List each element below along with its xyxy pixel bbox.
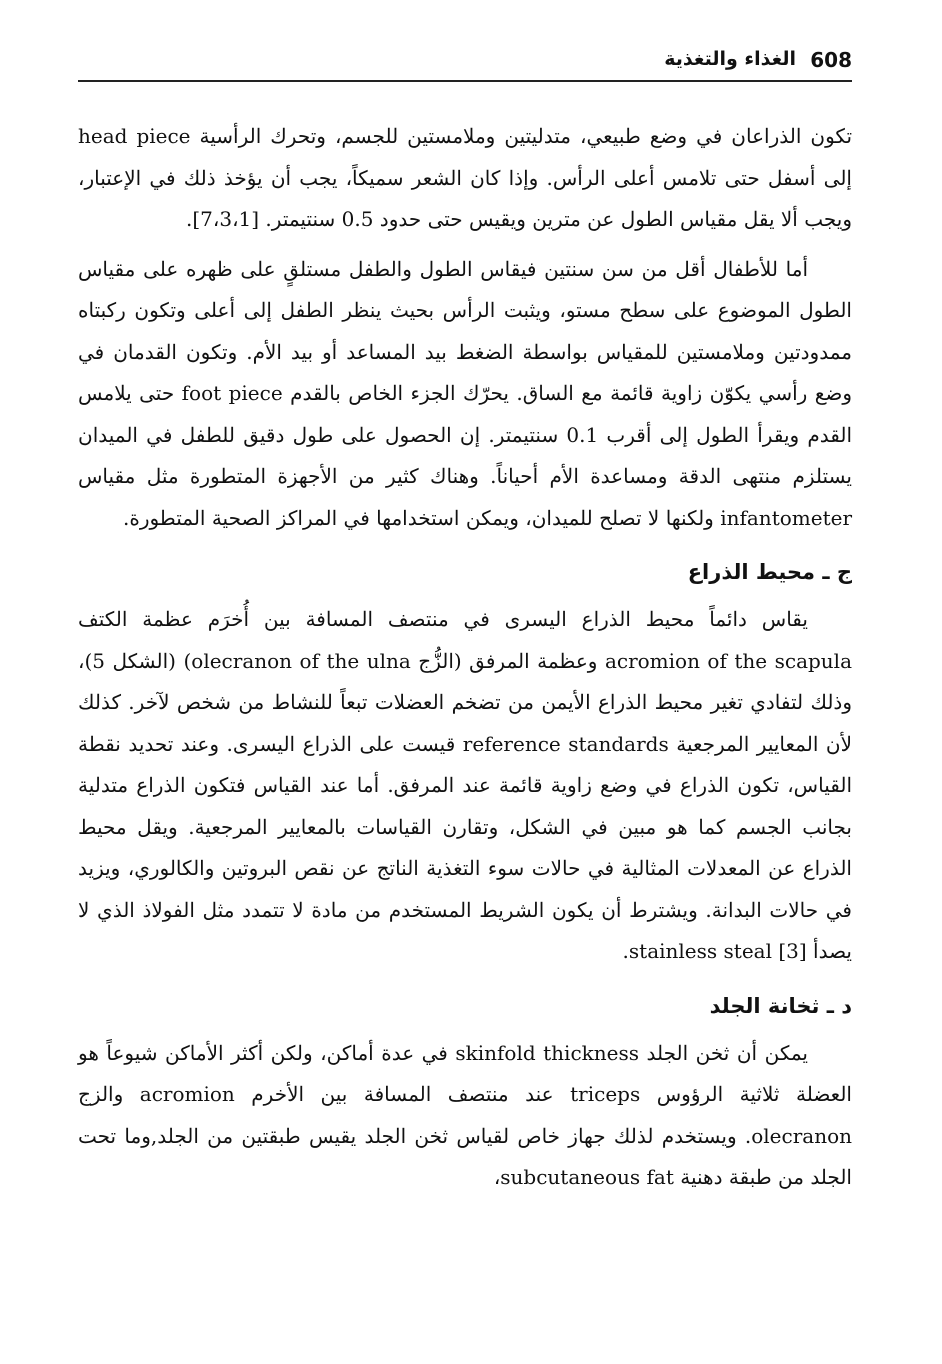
header-rule xyxy=(78,80,852,82)
document-body xyxy=(78,116,852,1199)
running-header xyxy=(78,40,852,80)
running-title: الغذاء والتغذية xyxy=(664,48,796,70)
page-number: 608 xyxy=(810,48,852,72)
paragraph-position: تكون الذراعان في وضع طبيعي، متدليتين وملامستين للجسم، وتحرك الرأسية head piece إلى أسفل حتى تلامس أعلى الرأس. وإذا كان الشعر سميكاً، يجب أن يؤخذ ذلك في الإعتبار، ويجب ألا يقل مقياس الطول عن مترين ويقيس حتى حدود 0.5 سنتيمتر. [7،3،1]. xyxy=(78,124,853,231)
document-page xyxy=(78,40,852,1340)
paragraph-infant-length: أما للأطفال أقل من سن سنتين فيقاس الطول والطفل مستلقٍ على ظهره على مقياس الطول الموضوع على سطح مستو، ويثبت الرأس بحيث ينظر الطفل إلى أعلى وتكون ركبتاه ممدودتين وملامستين للمقياس بواسطة الضغط بيد المساعد أو بيد الأم. وتكون القدمان في وضع رأسي يكوّن زاوية قائمة مع الساق. يحرّك الجزء الخاص بالقدم foot piece حتى يلامس القدم ويقرأ الطول إلى أقرب 0.1 سنتيمتر. إن الحصول على طول دقيق للطفل في الميدان يستلزم منتهى الدقة ومساعدة الأم أحياناً. وهناك كثير من الأجهزة المتطورة مثل مقياس infantometer ولكنها لا تصلح للميدان، ويمكن استخدامها في المراكز الصحية المتطورة. xyxy=(78,256,853,530)
paragraph-skinfold: يمكن أن ثخن الجلد skinfold thickness في عدة أماكن، ولكن أكثر الأماكن شيوعاً هو العضلة ثلاثية الرؤوس triceps عند منتصف المسافة بين الأخرم acromion والزج olecranon. ويستخدم لذلك جهاز خاص لقياس ثخن الجلد يقيس طبقتين من الجلد,وما تحت الجلد من طبقة دهنية subcutaneous fat، xyxy=(78,1040,852,1189)
section-heading-skinfold: د ـ ثخانة الجلد xyxy=(709,993,852,1018)
section-heading-arm-circumference: ج ـ محيط الذراع xyxy=(687,560,852,584)
paragraph-arm-circumference: يقاس دائماً محيط الذراع اليسرى في منتصف المسافة بين أُخرَم عظمة الكتف acromion of the scapula وعظمة المرفق (الزُّج olecranon of the ulna) (الشكل 5)، وذلك لتفادي تغير محيط الذراع الأيمن من تضخم العضلات تبعاً للنشاط من شخص لآخر. كذلك لأن المعايير المرجعية reference standards قيست على الذراع اليسرى. وعند تحديد نقطة القياس، تكون الذراع في وضع زاوية قائمة عند المرفق. أما عند القياس فتكون الذراع متدلية بجانب الجسم كما هو مبين في الشكل، وتقارن القياسات بالمعايير المرجعية. ويقل محيط الذراع عن المعدلات المثالية في حالات سوء التغذية الناتج عن نقص البروتين والكالوري، ويزيد في حالات البدانة. ويشترط أن يكون الشريط المستخدم من مادة لا تتمدد مثل الفولاذ الذي لا يصدأ stainless steal [3]. xyxy=(78,607,853,963)
